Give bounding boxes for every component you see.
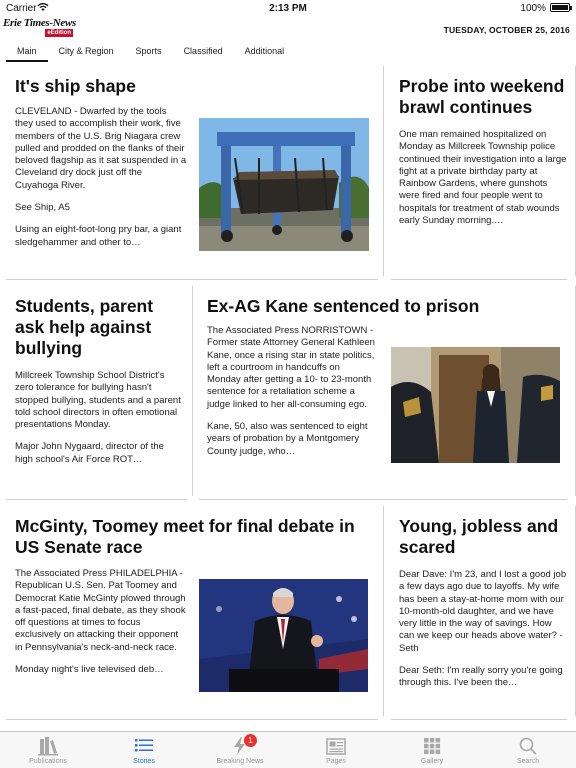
tab-classified[interactable]: Classified xyxy=(183,46,223,56)
article-body: CLEVELAND - Dwarfed by the tools they used to accomplish their work, five members of the U.S. Brig Niagara crew pulled and prodded on the flanks of their beloved flagship as it sat suspended in a Cleveland dry dock just off the Cuyahoga River. xyxy=(15,106,187,191)
divider xyxy=(199,499,567,500)
article-debate[interactable] xyxy=(15,516,370,712)
divider xyxy=(6,719,378,720)
clock: 2:13 PM xyxy=(269,3,307,14)
tabbar-stories[interactable] xyxy=(96,732,192,768)
article-headline: Students, parent ask help against bullying xyxy=(15,296,154,358)
divider xyxy=(6,499,187,500)
divider xyxy=(383,506,384,716)
tabbar-label: Breaking News xyxy=(216,758,264,765)
grid-icon xyxy=(421,736,443,756)
battery-icon xyxy=(550,3,570,12)
newspaper-icon xyxy=(325,736,347,756)
publication-logo[interactable] xyxy=(3,17,75,39)
article-body: Dear Dave: I'm 23, and I lost a good job a few days ago due to layoffs. My wife has been a stay-at-home mom with our 10-month-old daughter, and we have very little in the way of savings. How can we keep our heads above water? - Seth xyxy=(399,569,567,654)
issue-date: TUESDAY, OCTOBER 25, 2016 xyxy=(443,25,570,35)
tabbar-gallery[interactable] xyxy=(384,732,480,768)
notification-badge: 1 xyxy=(244,734,257,747)
search-icon xyxy=(517,736,539,756)
article-body: Major John Nygaard, director of the high school's Air Force ROT… xyxy=(15,441,164,465)
status-bar xyxy=(0,0,576,16)
article-headline: McGinty, Toomey meet for final debate in US Senate race xyxy=(15,516,355,557)
divider xyxy=(391,719,567,720)
carrier-label: Carrier xyxy=(6,3,37,14)
tabbar-label: Search xyxy=(516,758,540,765)
article-jobless[interactable] xyxy=(399,516,567,712)
tab-city-region[interactable]: City & Region xyxy=(58,46,114,56)
article-brawl[interactable] xyxy=(399,76,567,272)
books-icon xyxy=(37,736,59,756)
article-headline: Young, jobless and scared xyxy=(399,516,559,557)
article-body: One man remained hospitalized on Monday as Millcreek Township police continued their investigation into a large fight at a private birthday party at Rainbow Gardens, where gunshots were fired and four people went to hospitals for treatment of stab wounds early Sunday morning.… xyxy=(399,129,567,227)
article-headline: It's ship shape xyxy=(15,76,136,96)
article-headline: Ex-AG Kane sentenced to prison xyxy=(207,296,480,316)
tabbar-breaking-news[interactable] xyxy=(192,732,288,768)
article-body: Kane, 50, also was sentenced to eight years of probation by a Montgomery County judge, who… xyxy=(207,421,368,457)
bottom-tab-bar xyxy=(0,731,576,768)
tab-sports[interactable]: Sports xyxy=(135,46,162,56)
divider xyxy=(383,66,384,276)
article-body: Using an eight-foot-long pry bar, a giant sledgehammer and other to… xyxy=(15,224,182,248)
list-icon xyxy=(133,736,155,756)
article-body: Monday night's live televised deb… xyxy=(15,664,164,676)
article-body: The Associated Press PHILADELPHIA - Republican U.S. Sen. Pat Toomey and Democrat Katie McGinty plowed through a fast-paced, final debate, as they shook off questions at times to focus exclusively on attacking their opponent in Pennsylvania's neck-and-neck race. xyxy=(15,568,186,653)
article-body: Millcreek Township School District's zero tolerance for bullying hasn't stopped bullying, students and a parent told school directors in often emotional presentations Monday. xyxy=(15,370,181,431)
logo-text: Erie Times-News xyxy=(3,17,76,29)
section-tabs xyxy=(6,44,295,62)
tabbar-label: Publications xyxy=(29,758,67,765)
article-body: Dear Seth: I'm really sorry you're going through this. I've been the… xyxy=(399,665,563,689)
article-bullying[interactable] xyxy=(15,296,183,492)
divider xyxy=(192,286,193,496)
article-headline: Probe into weekend brawl continues xyxy=(399,76,565,117)
tab-main[interactable]: Main xyxy=(6,44,48,62)
battery-percent: 100% xyxy=(520,3,546,14)
tab-additional[interactable]: Additional xyxy=(244,46,285,56)
divider xyxy=(391,279,567,280)
tabbar-label: Pages xyxy=(326,758,346,765)
logo-edition-badge: eEdition xyxy=(47,30,71,36)
article-ship[interactable] xyxy=(15,76,370,272)
tabbar-label: Gallery xyxy=(420,758,444,765)
tabbar-publications[interactable] xyxy=(0,732,96,768)
article-kane[interactable] xyxy=(207,296,562,492)
divider xyxy=(6,279,378,280)
tabbar-search[interactable] xyxy=(480,732,576,768)
article-photo-debate xyxy=(199,579,368,692)
article-photo-kane xyxy=(391,347,560,463)
tabbar-label: Stories xyxy=(133,758,155,765)
article-body: See Ship, A5 xyxy=(15,202,70,214)
tabbar-pages[interactable] xyxy=(288,732,384,768)
article-body: The Associated Press NORRISTOWN - Former state Attorney General Kathleen Kane, once a rising star in state politics, left a courtroom in handcuffs on Monday after getting a 10- to 23-month sentence for a retaliation scheme a judge linked to her all-consuming ego. xyxy=(207,325,375,410)
article-photo-ship xyxy=(199,118,369,251)
